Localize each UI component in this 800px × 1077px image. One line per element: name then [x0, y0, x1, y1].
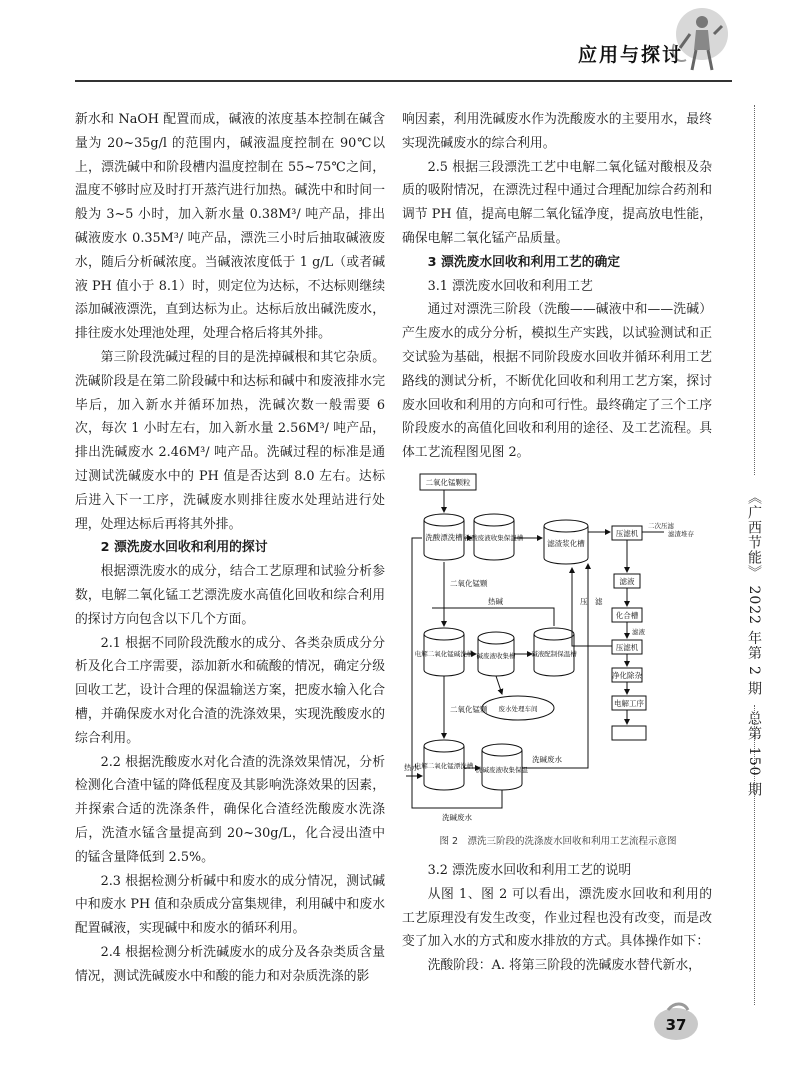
paragraph: 2.1 根据不同阶段洗酸水的成分、各类杂质成分分析及化合工序需要，添加新水和硫酸的情况，确定分级回收工艺，设计合理的保温输送方案，把废水输入化合槽，并确保废水对化合渣的洗涤效果，实现洗酸废水的综合利用。	[75, 635, 385, 746]
label-bottom: 洗碱废水	[442, 813, 472, 822]
node-electro: 电解工序	[614, 699, 644, 708]
paragraph: 第三阶段洗碱过程的目的是洗掉碱根和其它杂质。洗碱阶段是在第二阶段碱中和达标和碱中和废液排水完毕后，加入新水并循环加热，洗碱次数一般需要 6 次，每次 1 小时左右，加入新水量 2.56M³/ 吨产品，排出洗碱废水 2.46M³/ 吨产品。洗碱过程的标准是通过测试洗碱废水中的 PH 值是否达到 8.0 左右。达标后进入下一工序，洗碱废水则排往废水处理站进行处理，处理达标后再将其外排。	[75, 349, 385, 532]
node-second-press: 二次压滤	[648, 522, 674, 530]
paragraph: 响因素，利用洗碱废水作为洗酸废水的主要用水，最终实现洗碱废水的综合利用。	[402, 112, 712, 151]
paragraph: 2.3 根据检测分析碱中和废水的成分情况，测试碱中和废水 PH 值和杂质成分富集规律，利用碱中和废水配置碱液，实现碱中和废水的循环利用。	[75, 873, 385, 937]
paragraph: 2.5 根据三段漂洗工艺中电解二氧化锰对酸根及杂质的吸附情况，在漂洗过程中通过合理配加综合药剂和调节 PH 值，提高电解二氧化锰净度，提高放电性能，确保电解二氧化锰产品质量。	[402, 159, 712, 246]
subsection-heading: 3.2 漂洗废水回收和利用工艺的说明	[427, 863, 632, 878]
node-filtrate-2: 滤液	[632, 628, 645, 636]
page-number: 37	[665, 1016, 687, 1034]
right-column-bottom	[402, 859, 712, 978]
label-hot-alkali: 热碱	[488, 597, 503, 606]
subsection-heading: 3.1 漂洗废水回收和利用工艺	[427, 278, 593, 294]
node-tail: 滤渣堆存	[668, 530, 694, 538]
section-heading: 3 漂洗废水回收和利用工艺的确定	[427, 254, 621, 270]
label-hot-water: 热水	[404, 763, 419, 772]
node-filtrate-1: 滤液	[619, 577, 635, 586]
section-heading: 2 漂洗废水回收和利用的探讨	[100, 540, 268, 556]
node-slurry: 滤渣浆化槽	[547, 539, 585, 548]
node-press-2: 压滤机	[615, 643, 639, 652]
node-combine: 化合槽	[615, 611, 639, 620]
node-emd-particle: 二氧化锰颗粒	[425, 478, 471, 487]
right-column-top	[402, 108, 712, 465]
left-column	[75, 108, 385, 988]
node-waste-station: 废水处理车间	[498, 705, 538, 713]
figure-caption: 图 2 漂洗三阶段的洗涤废水回收和利用工艺流程示意图	[439, 836, 677, 847]
paragraph: 新水和 NaOH 配置而成，碱液的浓度基本控制在碱含量为 20~35g/l 的范围内，碱液温度控制在 90℃以上，漂洗碱中和阶段槽内温度控制在 55~75℃之间，温度不够时应及时打开蒸汽进行加热。碱洗中和时间一般为 3~5 小时，加入新水量 0.38M³/ 吨产品，排出碱液废水 0.35M³/ 吨产品，漂洗三小时后抽取碱液废水，随后分析碱浓度。当碱液浓度低于 1 g/L（或者碱液 PH 值小于 8.1）时，则定位为达标，不达标则继续添加碱液漂洗，直到达标为止。达标后放出碱洗废水，排往废水处理池处理，处理合格后将其外排。	[75, 112, 385, 342]
node-acid-collect: 洗酸废液收集保温槽	[464, 534, 524, 542]
node-purify: 净化除杂	[612, 671, 642, 680]
process-flow-diagram	[402, 468, 714, 828]
paragraph: 2.2 根据洗酸废水对化合渣的洗涤效果情况，分析检测化合渣中锰的降低程度及其影响洗涤效果的因素，并探索合适的洗涤条件，确保化合渣经洗酸废水洗涤后，洗渣水锰含量提高到 20~30g/L，化合浸出渣中的锰含量降低到 2.5%。	[75, 754, 385, 865]
section-title: 应用与探讨	[578, 44, 684, 66]
node-acid-wash: 洗酸漂洗槽	[425, 533, 463, 542]
paragraph: 洗酸阶段：A. 将第三阶段的洗碱废水替代新水，	[427, 958, 701, 974]
journal-issue: 《广西节能》 2022 年第 2 期 总第 150 期	[746, 490, 762, 797]
paragraph: 2.4 根据检测分析洗碱废水的成分及各杂类质含量情况，测试洗碱废水中和酸的能力和对杂质洗涤的影	[75, 944, 385, 984]
node-alk-collect: 碱废液收集槽	[476, 652, 516, 660]
label-emd-2: 二氧化锰颗	[450, 705, 488, 714]
node-neutral: 电解二氧化锰碱洗槽	[414, 650, 474, 658]
node-alk-wash: 电解二氧化锰漂洗槽	[414, 762, 474, 770]
side-dotted-line	[754, 105, 755, 475]
header-divider	[75, 80, 732, 82]
page-number-badge	[648, 1000, 704, 1044]
label-emd-1: 二氧化锰颗	[450, 579, 488, 588]
node-press-1: 压滤机	[615, 529, 639, 538]
paragraph: 通过对漂洗三阶段（洗酸——碱液中和——洗碱）产生废水的成分分析，模拟生产实践，以试验测试和正交试验为基础，根据不同阶段废水回收并循环利用工艺路线的测试分析，不断优化回收和利用工艺方案，探讨废水回收和利用的方向和可行性。最终确定了三个工序阶段废水的高值化回收和利用的途径、及工艺流程。具体工艺流程图见图 2。	[402, 302, 712, 461]
label-wash-waste: 洗碱废水	[532, 755, 562, 764]
node-wash-collect: 洗碱废液收集保温	[476, 766, 528, 774]
paragraph: 根据漂洗废水的成分，结合工艺原理和试验分析参数，电解二氧化锰工艺漂洗废水高值化回收和综合利用的探讨方向包含以下几个方面。	[75, 564, 385, 627]
node-alk-prep: 碱液配制保温槽	[531, 650, 577, 658]
paragraph: 从图 1、图 2 可以看出，漂洗废水回收和利用的工艺原理没有发生改变，作业过程也没有改变，而是改变了加入水的方式和废水排放的方式。具体操作如下：	[402, 886, 712, 950]
label-press: 压 滤	[580, 597, 603, 606]
